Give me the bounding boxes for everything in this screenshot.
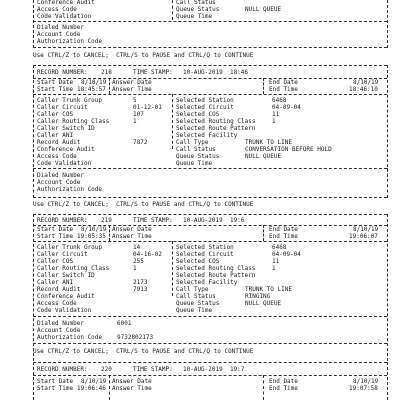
label-caller-cos: Caller COS (37, 258, 74, 265)
record-number-label: RECORD NUMBER: (37, 217, 88, 224)
end-date: 8/10/19 (353, 226, 379, 233)
time-stamp-label: TIME STAMP: (133, 69, 173, 76)
caller-cos: 255 (133, 258, 144, 265)
label-end-date: End Date (269, 79, 298, 86)
record-audit: 7913 (133, 286, 148, 293)
call-status: CONVERSATION BEFORE HOLD (245, 146, 332, 153)
label-selected-route-pattern: Selected Route Pattern (176, 272, 256, 279)
label-start-time: Start Time (37, 385, 74, 392)
caller-routing-class: 1 (133, 118, 137, 125)
cancel-instruction: Use CTRL/Z to CANCEL; CTRL/S to PAUSE and CTRL/Q to CONTINUE (33, 348, 254, 355)
label-caller-circuit: Caller Circuit (37, 251, 88, 258)
label-selected-station: Selected Station (176, 244, 234, 251)
label-call-status: Call Status (176, 0, 216, 6)
call-type: TRUNK TO LINE (245, 139, 292, 146)
call-type: TRUNK TO LINE (245, 286, 292, 293)
label-answer-date: Answer Date (112, 79, 152, 86)
label-queue-time: Queue Time (176, 160, 213, 167)
label-selected-station: Selected Station (176, 97, 234, 104)
label-call-type: Call Type (176, 139, 209, 146)
label-account-code: Account Code (37, 179, 81, 186)
label-call-type: Call Type (176, 286, 209, 293)
label-authorization-code: Authorization Code (37, 38, 103, 45)
end-time: 19:06:07 (349, 233, 378, 240)
label-selected-route-pattern: Selected Route Pattern (176, 125, 256, 132)
selected-cos: 11 (272, 111, 280, 118)
time-stamp: 10-AUG-2019 19:6 (183, 217, 245, 224)
label-account-code: Account Code (37, 327, 81, 334)
label-end-date: End Date (269, 226, 298, 233)
start-date: 8/10/19 (81, 226, 107, 233)
start-time: 19:05:35 (77, 233, 106, 240)
selected-routing-class: 1 (272, 118, 276, 125)
label-caller-trunk-group: Caller Trunk Group (37, 97, 103, 104)
label-selected-routing-class: Selected Routing Class (176, 118, 256, 125)
label-dialed-number: Dialed Number (37, 24, 84, 31)
label-caller-switch-id: Caller Switch ID (37, 272, 95, 279)
cancel-instruction: Use CTRL/Z to CANCEL; CTRL/S to PAUSE and CTRL/Q to CONTINUE (33, 52, 254, 59)
label-record-audit: Record Audit (37, 286, 81, 293)
label-end-date: End Date (269, 378, 298, 385)
start-date: 8/10/19 (81, 378, 107, 385)
label-end-time: End Time (269, 385, 298, 392)
selected-circuit: 04-09-04 (272, 104, 301, 111)
label-queue-status: Queue Status (176, 300, 220, 307)
selected-station: 6468 (272, 97, 287, 104)
label-selected-facility: Selected Facility (176, 132, 238, 139)
label-code-validation: Code Validation (37, 160, 92, 167)
label-conference-audit: Conference Audit (37, 146, 95, 153)
label-caller-ani: Caller ANI (37, 279, 74, 286)
label-account-code: Account Code (37, 31, 81, 38)
label-start-time: Start Time (37, 233, 74, 240)
label-queue-time: Queue Time (176, 307, 213, 314)
label-access-code: Access Code (37, 153, 77, 160)
cancel-instruction: Use CTRL/Z to CANCEL; CTRL/S to PAUSE and CTRL/Q to CONTINUE (33, 201, 254, 208)
label-caller-routing-class: Caller Routing Class (37, 265, 110, 272)
label-queue-time: Queue Time (176, 13, 213, 20)
caller-routing-class: 1 (133, 265, 137, 272)
time-stamp-label: TIME STAMP: (133, 217, 173, 224)
end-time: 19:07:58 (349, 385, 378, 392)
record-number: 219 (101, 217, 112, 224)
time-stamp: 10-AUG-2019 19:7 (183, 366, 245, 373)
label-caller-cos: Caller COS (37, 111, 74, 118)
label-conference-audit: Conference Audit (37, 0, 95, 6)
label-answer-time: Answer Time (112, 86, 152, 93)
label-start-time: Start Time (37, 86, 74, 93)
dialed-number: 6001 (117, 320, 132, 327)
label-code-validation: Code Validation (37, 13, 92, 20)
label-answer-date: Answer Date (112, 378, 152, 385)
label-caller-ani: Caller ANI (37, 132, 74, 139)
label-caller-routing-class: Caller Routing Class (37, 118, 110, 125)
queue-status: NULL QUEUE (245, 300, 282, 307)
caller-cos: 107 (133, 111, 144, 118)
label-authorization-code: Authorization Code (37, 334, 103, 341)
start-date: 8/10/19 (81, 79, 107, 86)
record-number-label: RECORD NUMBER: (37, 69, 88, 76)
label-code-validation: Code Validation (37, 307, 92, 314)
caller-circuit: 01-12-01 (133, 104, 162, 111)
label-end-time: End Time (269, 233, 298, 240)
label-call-status: Call Status (176, 146, 216, 153)
caller-circuit: 04-16-02 (133, 251, 162, 258)
record-number: 220 (101, 366, 112, 373)
end-time: 18:46:10 (349, 86, 378, 93)
label-queue-status: Queue Status (176, 6, 220, 13)
label-call-status: Call Status (176, 293, 216, 300)
time-stamp: 10-AUG-2019 18:46 (183, 69, 249, 76)
label-access-code: Access Code (37, 300, 77, 307)
label-selected-circuit: Selected Circuit (176, 251, 234, 258)
authorization-code: 9732802173 (117, 334, 154, 341)
label-selected-facility: Selected Facility (176, 279, 238, 286)
label-start-date: Start Date (37, 79, 74, 86)
selected-station: 6468 (272, 244, 287, 251)
label-start-date: Start Date (37, 226, 74, 233)
time-stamp-label: TIME STAMP: (133, 366, 173, 373)
label-caller-trunk-group: Caller Trunk Group (37, 244, 103, 251)
label-record-audit: Record Audit (37, 139, 81, 146)
start-time: 19:06:46 (77, 385, 106, 392)
end-date: 8/10/19 (353, 79, 379, 86)
label-start-date: Start Date (37, 378, 74, 385)
queue-status: NULL QUEUE (245, 153, 282, 160)
selected-routing-class: 1 (272, 265, 276, 272)
call-status: RINGING (245, 293, 271, 300)
label-authorization-code: Authorization Code (37, 186, 103, 193)
label-dialed-number: Dialed Number (37, 172, 84, 179)
selected-cos: 11 (272, 258, 280, 265)
end-date: 8/10/19 (353, 378, 379, 385)
record-audit: 7872 (133, 139, 148, 146)
caller-trunk-group: 14 (133, 244, 141, 251)
selected-circuit: 04-09-04 (272, 251, 301, 258)
label-queue-status: Queue Status (176, 153, 220, 160)
caller-trunk-group: 5 (133, 97, 137, 104)
value-queue-status: NULL QUEUE (245, 6, 282, 13)
label-caller-switch-id: Caller Switch ID (37, 125, 95, 132)
label-selected-circuit: Selected Circuit (176, 104, 234, 111)
record-number: 218 (101, 69, 112, 76)
start-time: 18:45:57 (77, 86, 106, 93)
record-number-label: RECORD NUMBER: (37, 366, 88, 373)
label-answer-date: Answer Date (112, 226, 152, 233)
label-selected-cos: Selected COS (176, 111, 220, 118)
label-answer-time: Answer Time (112, 385, 152, 392)
label-selected-cos: Selected COS (176, 258, 220, 265)
caller-ani: 2173 (133, 279, 148, 286)
label-end-time: End Time (269, 86, 298, 93)
label-conference-audit: Conference Audit (37, 293, 95, 300)
label-caller-circuit: Caller Circuit (37, 104, 88, 111)
label-access-code: Access Code (37, 6, 77, 13)
label-answer-time: Answer Time (112, 233, 152, 240)
label-dialed-number: Dialed Number (37, 320, 84, 327)
label-selected-routing-class: Selected Routing Class (176, 265, 256, 272)
